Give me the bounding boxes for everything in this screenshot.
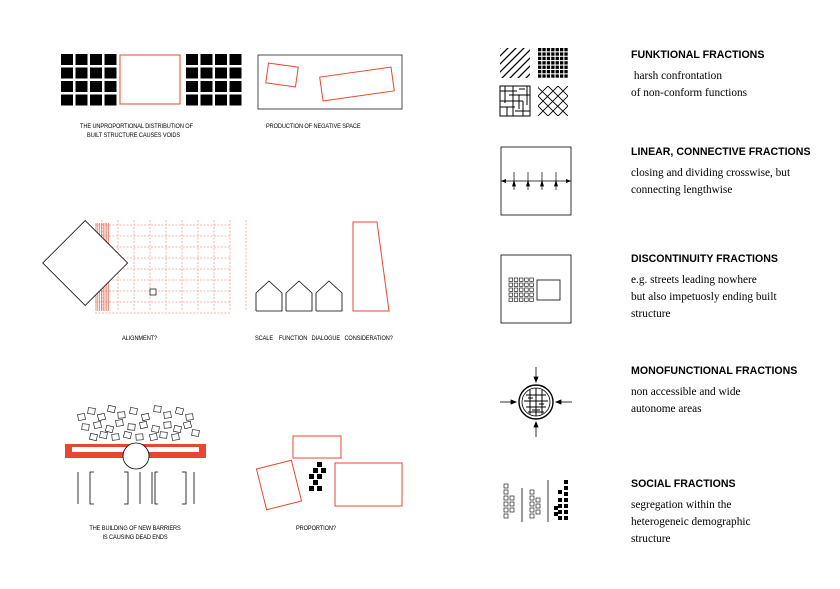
bar-cell — [510, 502, 514, 506]
grid-cell — [560, 70, 563, 73]
grid-cell — [525, 293, 529, 296]
grid-cell — [560, 57, 563, 60]
void-outline — [120, 55, 180, 104]
grid-cell — [542, 66, 545, 69]
legend-description-line: segregation within the — [631, 499, 732, 511]
grid-cell — [560, 48, 563, 51]
block — [215, 68, 227, 79]
grid-cell — [551, 74, 554, 77]
block — [309, 486, 314, 491]
grid-cell — [509, 278, 513, 281]
block — [230, 95, 242, 106]
bar-cell — [564, 498, 568, 502]
block — [317, 474, 322, 479]
scatter-block — [112, 434, 120, 441]
bar-cell — [564, 510, 568, 514]
caption-voids-line-2: BUILT STRUCTURE CAUSES VOIDS — [87, 132, 180, 139]
grid-cell — [509, 293, 513, 296]
bar-cell — [564, 486, 568, 490]
scatter-block — [118, 412, 125, 419]
scatter-block — [128, 424, 135, 431]
block — [61, 54, 73, 65]
grid-cell — [556, 48, 559, 51]
tick-arrow — [541, 181, 544, 186]
grid-cell — [564, 61, 567, 64]
tick-arrow — [513, 181, 516, 186]
grid-cell — [564, 66, 567, 69]
block — [313, 468, 318, 473]
grid-cell — [547, 61, 550, 64]
caption-barriers-line-1: THE BUILDING OF NEW BARRIERS — [89, 525, 181, 532]
grid-cell — [551, 66, 554, 69]
rect-top — [293, 436, 341, 458]
block — [105, 68, 117, 79]
grid-cell — [525, 298, 529, 301]
bar-cell — [558, 504, 562, 508]
grid-cell — [551, 57, 554, 60]
bar-cell — [564, 492, 568, 496]
grid-cell — [530, 298, 534, 301]
grid-cell — [551, 61, 554, 64]
grid-cell — [525, 283, 529, 286]
grid-cell — [564, 52, 567, 55]
legend-description-line: but also impetuosly ending built — [631, 291, 777, 303]
scatter-block — [160, 432, 168, 439]
house-3 — [316, 281, 342, 311]
block — [105, 95, 117, 106]
grid-cell — [514, 298, 518, 301]
block — [76, 81, 88, 92]
scatter-block — [123, 431, 131, 439]
bar-cell — [564, 516, 568, 520]
grid-cell — [542, 48, 545, 51]
block — [186, 68, 198, 79]
grid-cell — [519, 283, 523, 286]
grid-cell — [509, 283, 513, 286]
discontinuity-grid-icon — [500, 254, 572, 324]
tick-arrow — [555, 181, 558, 186]
scatter-block — [164, 412, 172, 419]
dead-end-brackets — [78, 472, 194, 504]
grid-cell — [525, 288, 529, 291]
caption-scale: SCALE FUNCTION DIALOGUE CONSIDERATION? — [255, 335, 393, 342]
bar-cell — [558, 498, 562, 502]
caption-proportion: PROPORTION? — [296, 525, 336, 532]
grid-cell — [560, 66, 563, 69]
block — [186, 95, 198, 106]
alignment-diagram — [40, 215, 230, 315]
scatter-block — [186, 414, 194, 421]
legend-title-3: DISCONTINUITY FRACTIONS — [631, 253, 778, 265]
bar-cell — [530, 508, 534, 512]
grid-cell — [530, 283, 534, 286]
grid-cell — [538, 48, 541, 51]
bar-cell — [510, 508, 514, 512]
block — [90, 81, 102, 92]
block — [76, 95, 88, 106]
scatter-block — [107, 405, 115, 412]
bar-cell — [504, 508, 508, 512]
legend-description-line: heterogeneic demographic — [631, 516, 751, 528]
black-blocks — [309, 462, 326, 491]
block — [90, 54, 102, 65]
grid-cell — [509, 288, 513, 291]
block — [201, 54, 213, 65]
bar-cell — [530, 502, 534, 506]
block — [215, 81, 227, 92]
legend-description-2 — [631, 165, 790, 199]
bar-cell — [558, 516, 562, 520]
block — [215, 95, 227, 106]
grid-cell — [556, 52, 559, 55]
barrier-circle — [123, 443, 149, 469]
block — [215, 54, 227, 65]
scatter-block — [150, 433, 158, 440]
grid-cell — [551, 70, 554, 73]
legend-description-4 — [631, 384, 740, 418]
scatter-block — [89, 433, 97, 440]
scatter-block — [152, 425, 160, 432]
block — [61, 68, 73, 79]
block — [321, 468, 326, 473]
bar-cell — [504, 484, 508, 488]
grid-cell — [551, 52, 554, 55]
grid-cell — [538, 57, 541, 60]
grid-cell — [514, 278, 518, 281]
scatter-block — [100, 431, 108, 438]
grid-cell — [514, 288, 518, 291]
caption-alignment: ALIGNMENT? — [122, 335, 158, 342]
grid-cell — [560, 74, 563, 77]
house-1 — [256, 281, 282, 311]
scatter-block — [183, 421, 191, 429]
caption-barriers-line-2: IS CAUSING DEAD ENDS — [102, 534, 168, 541]
legend-description-line: structure — [631, 533, 671, 545]
block — [105, 81, 117, 92]
caption-barriers — [69, 524, 201, 542]
grid-cell — [564, 70, 567, 73]
grid-cell — [519, 298, 523, 301]
legend-description-line: harsh confrontation — [631, 70, 722, 82]
grid-cell — [530, 288, 534, 291]
grid-cell — [556, 66, 559, 69]
block — [76, 68, 88, 79]
grid-cell — [542, 52, 545, 55]
grid-cell — [560, 52, 563, 55]
social-bars-icon — [500, 476, 580, 526]
grid-cell — [525, 278, 529, 281]
caption-voids — [80, 122, 193, 140]
block — [230, 68, 242, 79]
grid-cell — [542, 70, 545, 73]
grid-cell — [556, 61, 559, 64]
block-grid-right — [186, 54, 242, 106]
tick-arrow — [527, 181, 530, 186]
grid-cell — [542, 57, 545, 60]
grid-cell — [530, 278, 534, 281]
bar-cell — [564, 504, 568, 508]
grid-cell — [564, 48, 567, 51]
block — [61, 81, 73, 92]
bar-cell — [554, 512, 558, 516]
voids-diagram — [58, 50, 248, 110]
grid-cell — [538, 61, 541, 64]
barriers-diagram — [60, 400, 210, 510]
grid-cell — [564, 57, 567, 60]
grid-cell — [556, 74, 559, 77]
legend-description-line: closing and dividing crosswise, but — [631, 167, 791, 179]
small-square — [150, 289, 156, 295]
scatter-block — [164, 422, 171, 429]
grid-cell — [547, 66, 550, 69]
bar-cell — [554, 506, 558, 510]
block — [230, 81, 242, 92]
scattered-blocks — [78, 405, 200, 440]
grid-cell — [538, 66, 541, 69]
bar-cell — [558, 490, 562, 494]
block — [201, 95, 213, 106]
site-outline — [258, 55, 402, 109]
scatter-block — [139, 421, 147, 428]
scatter-block — [154, 406, 162, 413]
linear-arrows-icon — [500, 146, 572, 216]
scatter-block — [94, 421, 102, 428]
grid-cell — [519, 293, 523, 296]
grid-cell — [547, 52, 550, 55]
caption-voids-line-1: THE UNPROPORTIONAL DISTRIBUTION OF — [80, 123, 193, 130]
scatter-block — [78, 413, 86, 420]
block — [201, 68, 213, 79]
scale-diagram — [252, 215, 402, 315]
bar-cell — [536, 510, 540, 514]
grid-cell — [538, 74, 541, 77]
bar-cell — [536, 504, 540, 508]
scatter-block — [192, 430, 200, 437]
monofunctional-circle-icon — [498, 365, 574, 439]
legend-title-5: SOCIAL FRACTIONS — [631, 478, 736, 490]
grid-cell — [547, 57, 550, 60]
scatter-block — [141, 413, 149, 420]
bar-cell — [558, 510, 562, 514]
grid-cell — [551, 48, 554, 51]
block — [313, 480, 318, 485]
scatter-block — [82, 424, 90, 431]
legend-description-line: structure — [631, 308, 671, 320]
grid-cell — [542, 74, 545, 77]
building-large — [320, 67, 395, 101]
block — [90, 95, 102, 106]
grid-cell — [560, 61, 563, 64]
tower — [353, 222, 389, 311]
bar-cell — [504, 514, 508, 518]
scatter-block — [97, 413, 105, 421]
grid-cell — [519, 288, 523, 291]
grid-cell — [514, 283, 518, 286]
block — [309, 474, 314, 479]
legend-description-line: non accessible and wide — [631, 386, 741, 398]
grid-cell — [564, 74, 567, 77]
bar-cell — [564, 480, 568, 484]
hatch-patterns-icon — [497, 45, 573, 121]
grid-cell — [556, 70, 559, 73]
legend-description-1 — [631, 68, 747, 102]
grid-cell — [538, 52, 541, 55]
grid-cell — [556, 57, 559, 60]
legend-title-2: LINEAR, CONNECTIVE FRACTIONS — [631, 146, 811, 158]
block — [317, 486, 322, 491]
proportion-diagram — [255, 430, 405, 515]
block — [317, 462, 322, 467]
block-grid-left — [61, 54, 117, 106]
grid-cell — [519, 278, 523, 281]
scatter-block — [116, 420, 124, 427]
legend-description-line: of non-conform functions — [631, 87, 748, 99]
grid-cell — [538, 70, 541, 73]
bar-cell — [504, 496, 508, 500]
block — [230, 54, 242, 65]
block — [105, 54, 117, 65]
scatter-block — [130, 407, 138, 414]
rect-right — [335, 463, 402, 506]
legend-description-line: autonome areas — [631, 403, 702, 415]
block — [61, 95, 73, 106]
rect-rotated — [256, 460, 301, 509]
block — [186, 54, 198, 65]
grid-cell — [530, 293, 534, 296]
scatter-block — [105, 425, 113, 433]
bar-cell — [530, 490, 534, 494]
house-2 — [286, 281, 312, 311]
scatter-block — [172, 434, 180, 441]
rotated-building — [43, 221, 128, 306]
bar-cell — [504, 490, 508, 494]
building-small — [266, 63, 298, 87]
bar-cell — [510, 496, 514, 500]
grid-cell — [542, 61, 545, 64]
grid-cell — [547, 74, 550, 77]
scatter-block — [175, 407, 183, 415]
grid-cell — [547, 48, 550, 51]
block — [201, 81, 213, 92]
scatter-block — [88, 408, 96, 415]
legend-description-line: e.g. streets leading nowhere — [631, 274, 757, 286]
legend-description-5 — [631, 497, 751, 548]
scatter-block — [136, 434, 143, 440]
negative-space-diagram — [255, 50, 405, 112]
grid-cell — [509, 298, 513, 301]
caption-negative: PRODUCTION OF NEGATIVE SPACE — [266, 123, 361, 130]
grid-cell — [514, 293, 518, 296]
bar-cell — [530, 514, 534, 518]
legend-description-3 — [631, 272, 777, 323]
bar-cell — [536, 498, 540, 502]
block — [76, 54, 88, 65]
block — [186, 81, 198, 92]
bar-cell — [504, 502, 508, 506]
legend-description-line: connecting lengthwise — [631, 184, 733, 196]
block — [90, 68, 102, 79]
bar-cell — [530, 496, 534, 500]
legend-title-1: FUNKTIONAL FRACTIONS — [631, 49, 765, 61]
scatter-block — [173, 425, 181, 432]
legend-title-4: MONOFUNCTIONAL FRACTIONS — [631, 365, 798, 377]
grid-cell — [547, 70, 550, 73]
